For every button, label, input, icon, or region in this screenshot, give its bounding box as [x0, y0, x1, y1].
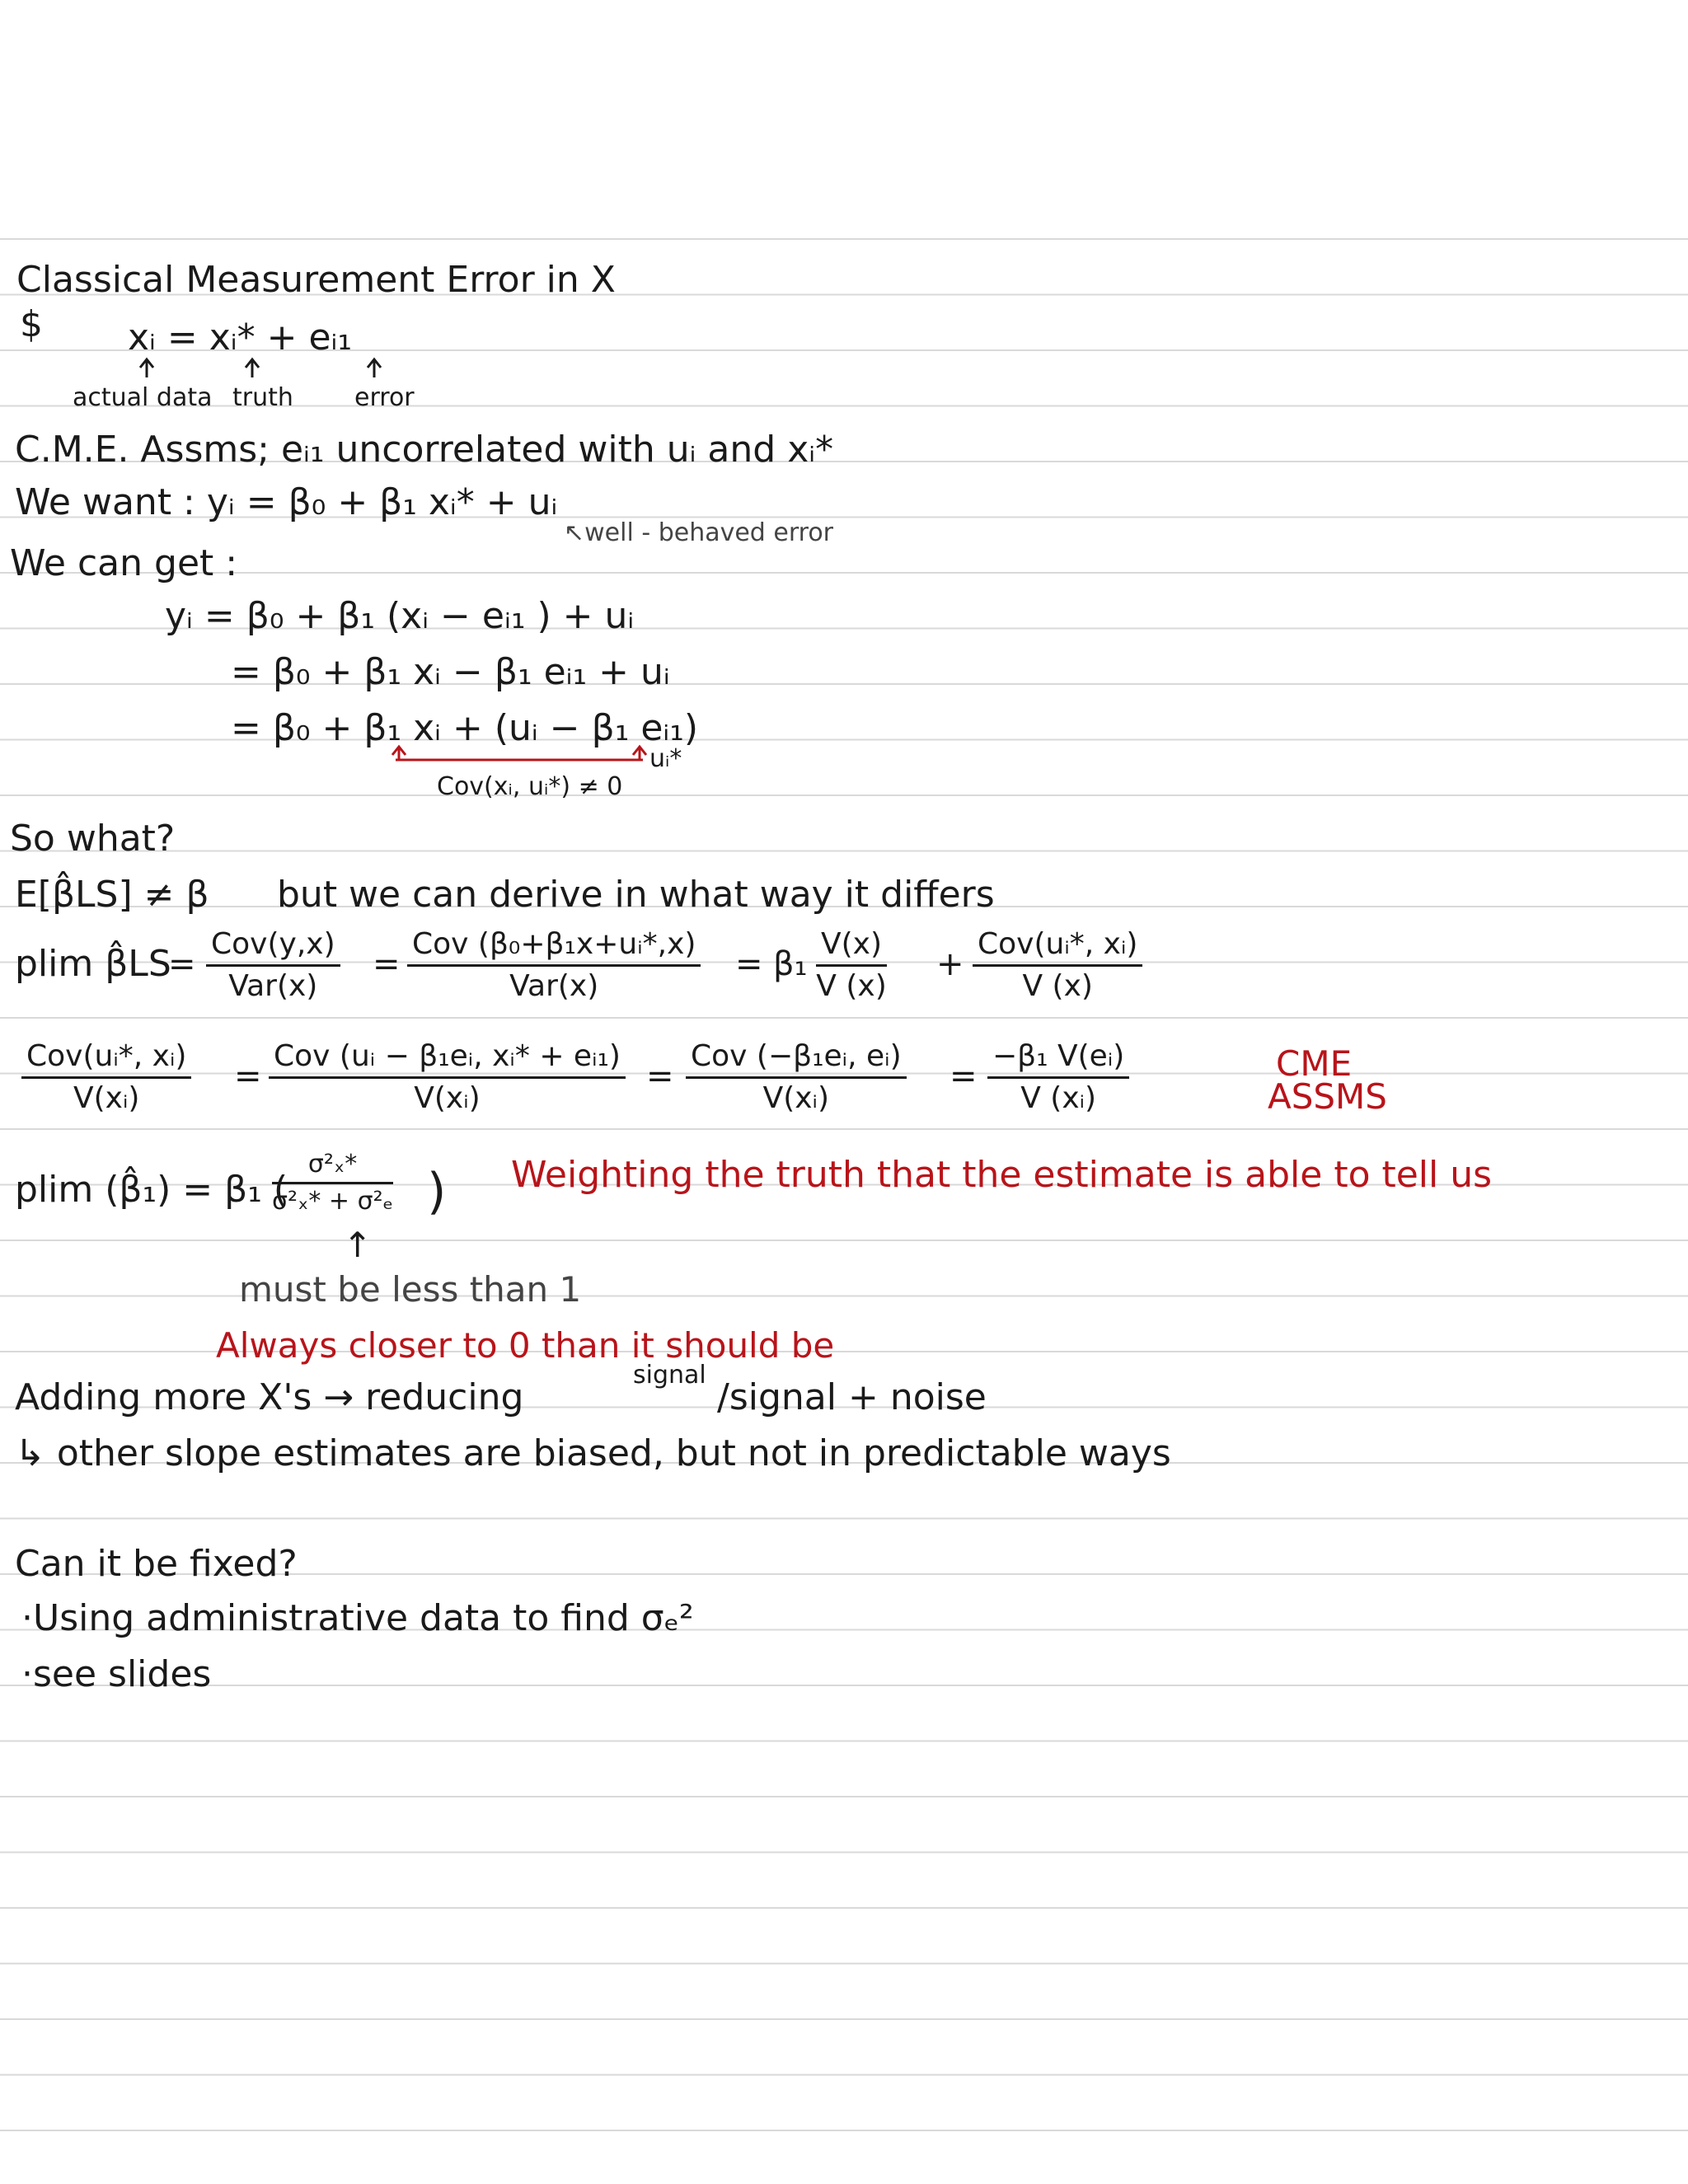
cme-label: CME [1276, 1043, 1353, 1084]
see-slides-note: ·see slides [21, 1653, 212, 1695]
well-behaved-error-note: ↖well - behaved error [564, 518, 834, 547]
equals-sign: = [168, 945, 196, 983]
model-equation: xᵢ = xᵢ* + eᵢ₁ [128, 316, 353, 359]
equals-sign: = [735, 945, 763, 983]
up-arrow: ↑ [343, 1225, 373, 1265]
administrative-data-note: ·Using administrative data to find σₑ² [21, 1597, 694, 1639]
cov-not-zero: Cov(xᵢ, uᵢ*) ≠ 0 [437, 772, 623, 801]
plim-ls: plim β̂LS [15, 943, 171, 985]
fraction-denominator: V (xᵢ) [1020, 1081, 1097, 1115]
derivation-line-1: yᵢ = β₀ + β₁ (xᵢ − eᵢ₁ ) + uᵢ [165, 595, 635, 637]
fraction-g1 [21, 1039, 191, 1115]
must-be-less-note: must be less than 1 [239, 1269, 582, 1310]
fraction-numerator: Cov (β₀+β₁x+uᵢ*,x) [407, 930, 701, 967]
adding-more-xs: Adding more X's → reducing [15, 1376, 524, 1418]
equals-sign: = [234, 1057, 262, 1095]
equals-sign: = [373, 945, 401, 983]
dollar-mark: $ [20, 303, 43, 345]
fraction-denominator: V (x) [816, 969, 887, 1003]
equals-sign: = [646, 1057, 674, 1095]
close-paren: ) [427, 1163, 447, 1221]
fraction-denominator: σ²ₓ* + σ²ₑ [272, 1187, 394, 1216]
label-truth: truth [232, 383, 293, 412]
fraction-denominator: V (x) [1022, 969, 1093, 1003]
u-star-label: uᵢ* [649, 744, 682, 773]
equals-sign: = [950, 1057, 978, 1095]
weighting-note: Weighting the truth that the estimate is able to tell us [511, 1154, 1493, 1196]
fraction-denominator: V(xᵢ) [414, 1081, 481, 1115]
fraction-g4 [987, 1039, 1129, 1115]
derivation-line-3: = β₀ + β₁ xᵢ + (uᵢ − β₁ eᵢ₁) [231, 707, 699, 749]
plim-beta1: plim (β̂₁) = β₁ ( [15, 1169, 288, 1211]
fraction-numerator: Cov (−β₁eᵢ, eᵢ) [686, 1042, 907, 1079]
plus-sign: + [936, 945, 964, 983]
fraction-denominator: V(xᵢ) [73, 1081, 140, 1115]
fraction-numerator: −β₁ V(eᵢ) [987, 1042, 1129, 1079]
beta-one: β₁ [773, 945, 808, 983]
attenuation-fraction [272, 1152, 393, 1214]
label-actual-data: actual data [73, 383, 213, 412]
assms-label: ASSMS [1268, 1076, 1387, 1117]
signal-noise: /signal + noise [717, 1376, 987, 1418]
other-slope-note: ↳ other slope estimates are biased, but not in predictable ways [15, 1432, 1171, 1474]
fraction-g2 [269, 1039, 626, 1115]
expectation-line: E[β̂LS] ≠ β [15, 874, 209, 916]
fraction-denominator: Var(x) [228, 969, 318, 1003]
fraction-vx-vx [816, 927, 887, 1003]
cme-assumptions: C.M.E. Assms; eᵢ₁ uncorrelated with uᵢ and xᵢ* [15, 429, 834, 471]
fraction-numerator: V(x) [816, 930, 887, 967]
so-what: So what? [10, 818, 176, 860]
fraction-cov-expanded [407, 927, 701, 1003]
fraction-denominator: V(xᵢ) [762, 1081, 830, 1115]
fraction-cov-yx [206, 927, 340, 1003]
note-title: Classical Measurement Error in X [16, 259, 616, 301]
derive-differs: but we can derive in what way it differs [277, 874, 995, 916]
fraction-denominator: Var(x) [509, 969, 599, 1003]
we-want-equation: We want : yᵢ = β₀ + β₁ xᵢ* + uᵢ [15, 481, 558, 523]
fraction-numerator: Cov(y,x) [206, 930, 340, 967]
fraction-numerator: σ²ₓ* [272, 1152, 393, 1184]
we-can-get: We can get : [10, 542, 238, 584]
fraction-cov-ustar-x [973, 927, 1142, 1003]
fraction-g3 [686, 1039, 907, 1115]
signal-superscript: signal [633, 1361, 706, 1390]
fraction-numerator: Cov(uᵢ*, xᵢ) [973, 930, 1142, 967]
derivation-line-2: = β₀ + β₁ xᵢ − β₁ eᵢ₁ + uᵢ [231, 651, 670, 693]
fraction-numerator: Cov(uᵢ*, xᵢ) [21, 1042, 191, 1079]
can-it-be-fixed: Can it be fixed? [15, 1543, 298, 1585]
always-closer-note: Always closer to 0 than it should be [216, 1325, 835, 1366]
label-error: error [354, 383, 415, 412]
fraction-numerator: Cov (uᵢ − β₁eᵢ, xᵢ* + eᵢ₁) [269, 1042, 626, 1079]
